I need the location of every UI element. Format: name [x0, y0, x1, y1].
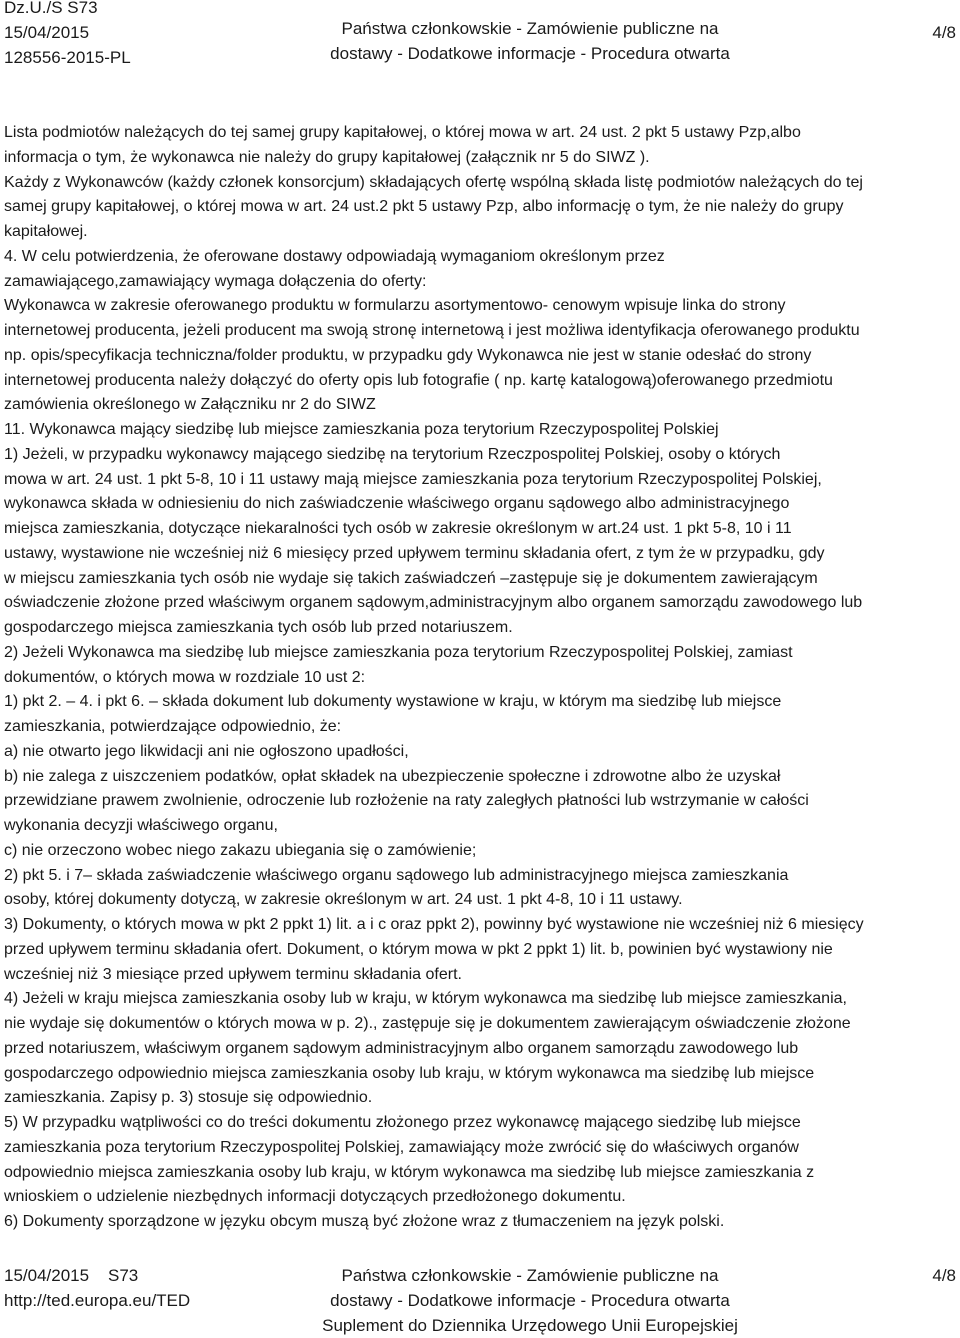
body-line: wykonawca składa w odniesieniu do nich zaświadczenie właściwego organu sądowego albo administracyjnego — [4, 495, 790, 513]
body-line: 2) pkt 5. i 7– składa zaświadczenie właściwego organu sądowego lub administracyjnego miejsca zamieszkania — [4, 866, 789, 884]
body-line: 4) Jeżeli w kraju miejsca zamieszkania osoby lub w kraju, w którym wykonawca ma siedzibę lub miejsce zamieszkania, — [4, 990, 847, 1008]
body-line: nie wydaje się dokumentów o których mowa w p. 2)., zastępuje się je dokumentem zawierającym oświadczenie złożone — [4, 1015, 851, 1032]
body-line: a) nie otwarto jego likwidacji ani nie ogłoszono upadłości, — [4, 742, 409, 760]
body-line: zamieszkania. Zapisy p. 3) stosuje się odpowiednio. — [4, 1089, 373, 1107]
body-line: 5) W przypadku wątpliwości co do treści dokumentu złożonego przez wykonawcę mającego siedzibę lub miejsce — [4, 1114, 801, 1131]
body-line: gospodarczego miejsca zamieszkania tych osób lub przed notariuszem. — [4, 619, 513, 636]
body-line: mowa w art. 24 ust. 1 pkt 5-8, 10 i 11 ustawy mają miejsce zamieszkania poza terytorium Rzeczypospolitej Polskiej, — [4, 470, 822, 488]
body-line: wcześniej niż 3 miesiące przed upływem terminu składania ofert. — [4, 965, 462, 983]
body-line: b) nie zalega z uiszczeniem podatków, opłat składek na ubezpieczenie społeczne i zdrowotne albo że uzyskał — [4, 767, 781, 785]
body-line: zamieszkania poza terytorium Rzeczypospolitej Polskiej, zamawiający może zwrócić się do właściwych organów — [4, 1138, 799, 1156]
body-line: 2) Jeżeli Wykonawca ma siedzibę lub miejsce zamieszkania poza terytorium Rzeczypospolitej Polskiej, zamiast — [4, 643, 793, 661]
body-line: 11. Wykonawca mający siedzibę lub miejsce zamieszkania poza terytorium Rzeczypospolitej Polskiej — [4, 421, 719, 438]
body-line: zamawiającego,zamawiający wymaga dołączenia do oferty: — [4, 272, 427, 290]
journal-ref: Dz.U./S S73 — [4, 0, 98, 17]
body-line: zamieszkania, potwierdzające odpowiednio, że: — [4, 718, 342, 735]
header-title-line-2: dostawy - Dodatkowe informacje - Procedura otwarta — [330, 44, 730, 63]
body-line: oświadczenie złożone przed właściwym organem sądowym,administracyjnym albo organem samorządu zawodowego lub — [4, 594, 863, 612]
header-date: 15/04/2015 — [4, 23, 90, 42]
body-line: przewidziane prawem zwolnienie, odroczenie lub rozłożenie na raty zaległych płatności lub wstrzymanie w całości — [4, 792, 809, 810]
body-line: ustawy, wystawione nie wcześniej niż 6 miesięcy przed upływem terminu składania ofert, z tym że w przypadku, gdy — [4, 544, 825, 562]
footer-title-line-1: Państwa członkowskie - Zamówienie publiczne na — [341, 1266, 719, 1285]
footer-url[interactable]: http://ted.europa.eu/TED — [4, 1291, 191, 1310]
page-header — [0, 0, 960, 70]
body-line: np. opis/specyfikacja techniczna/folder produktu, w przypadku gdy Wykonawca nie jest w stanie odesłać do strony — [4, 346, 812, 364]
notice-id: 128556-2015-PL — [4, 48, 131, 67]
body-line: przed notariuszem, właściwym organem sądowym administracyjnym albo organem samorządu zawodowego lub — [4, 1039, 799, 1057]
header-center — [0, 16, 960, 66]
body-line: Lista podmiotów należących do tej samej grupy kapitałowej, o której mowa w art. 24 ust. 2 pkt 5 ustawy Pzp,albo — [4, 124, 801, 141]
body-line: zamówienia określonego w Załączniku nr 2 do SIWZ — [4, 396, 376, 414]
body-line: informacja o tym, że wykonawca nie należy do grupy kapitałowej (załącznik nr 5 do SIWZ ). — [4, 148, 650, 166]
body-line: 1) Jeżeli, w przypadku wykonawcy mającego siedzibę na terytorium Rzeczpospolitej Polskiej, osoby o których — [4, 445, 781, 463]
body-line: w miejscu zamieszkania tych osób nie wydaje się takich zaświadczeń –zastępuje się je dokumentem zawierającym — [4, 569, 818, 587]
body-line: wnioskiem o udzielenie niezbędnych informacji dotyczących przedłożonego dokumentu. — [4, 1188, 626, 1206]
footer-center — [0, 1263, 960, 1338]
footer-page-number: 4/8 — [932, 1266, 956, 1285]
body-line: 1) pkt 2. – 4. i pkt 6. – składa dokument lub dokumenty wystawione w kraju, w którym ma siedzibę lub miejsce — [4, 693, 782, 711]
document-body — [4, 121, 948, 1235]
body-line: internetowej producenta należy dołączyć do oferty opis lub fotografie ( np. kartę katalogową)oferowanego przedmiotu — [4, 371, 833, 389]
header-title-line-1: Państwa członkowskie - Zamówienie publiczne na — [341, 19, 719, 38]
body-line: odpowiednio miejsca zamieszkania osoby lub kraju, w którym wykonawca ma siedzibę lub miejsce zamieszkania z — [4, 1163, 815, 1181]
header-page-number: 4/8 — [932, 23, 956, 42]
body-line: kapitałowej. — [4, 223, 88, 240]
footer-supplement: Suplement do Dziennika Urzędowego Unii Europejskiej — [322, 1316, 738, 1335]
body-line: Każdy z Wykonawców (każdy członek konsorcjum) składających ofertę wspólną składa listę podmiotów należących do tej — [4, 173, 863, 191]
body-line: 4. W celu potwierdzenia, że oferowane dostawy odpowiadają wymaganiom określonym przez — [4, 247, 665, 265]
body-line: przed upływem terminu składania ofert. Dokument, o którym mowa w pkt 2 ppkt 1) lit. b, powinien być wystawiony nie — [4, 940, 833, 958]
footer-series: S73 — [108, 1266, 139, 1285]
footer-title-line-2: dostawy - Dodatkowe informacje - Procedura otwarta — [330, 1291, 730, 1310]
body-line: internetowej producenta, jeżeli producent ma swoją stronę internetową i jest możliwa identyfikacja oferowanego produktu — [4, 322, 860, 339]
body-line: c) nie orzeczono wobec niego zakazu ubiegania się o zamówienie; — [4, 841, 477, 859]
body-line: gospodarczego odpowiednio miejsca zamieszkania osoby lub kraju, w którym wykonawca ma siedzibę lub miejsce — [4, 1064, 815, 1082]
footer-date: 15/04/2015 — [4, 1266, 90, 1285]
body-line: 6) Dokumenty sporządzone w języku obcym muszą być złożone wraz z tłumaczeniem na język polski. — [4, 1213, 725, 1230]
body-line: dokumentów, o których mowa w rozdziale 10 ust 2: — [4, 668, 366, 686]
body-line: wykonania decyzji właściwego organu, — [4, 817, 278, 834]
body-line: miejsca zamieszkania, dotyczące niekaralności tych osób w zakresie określonym w art.24 ust. 1 pkt 5-8, 10 i 11 — [4, 520, 792, 537]
body-line: Wykonawca w zakresie oferowanego produktu w formularzu asortymentowo- cenowym wpisuje linka do strony — [4, 297, 786, 315]
body-line: 3) Dokumenty, o których mowa w pkt 2 ppkt 1) lit. a i c oraz ppkt 2), powinny być wystawione nie wcześniej niż 6 miesięcy — [4, 916, 864, 933]
body-line: osoby, której dokumenty dotyczą, w zakresie określonym w art. 24 ust. 1 pkt 4-8, 10 i 11 ustawy. — [4, 891, 683, 909]
body-line: samej grupy kapitałowej, o której mowa w art. 24 ust.2 pkt 5 ustawy Pzp, albo informację o tym, że nie należy do grupy — [4, 198, 844, 216]
